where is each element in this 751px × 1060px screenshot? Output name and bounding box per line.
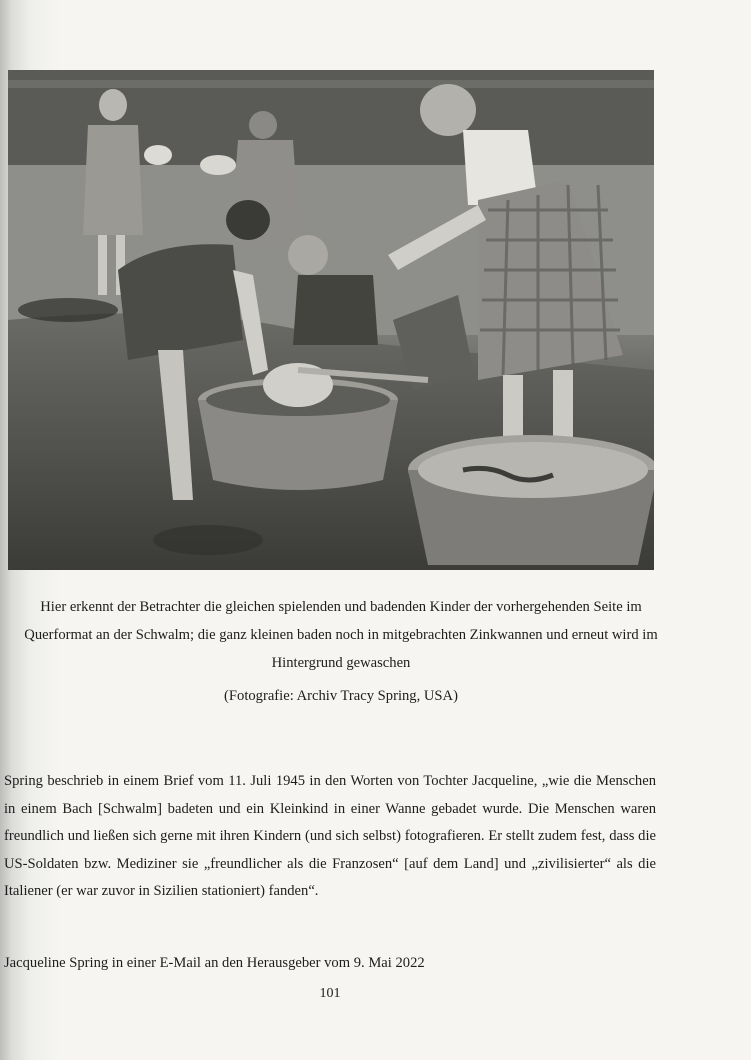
page-number: 101 xyxy=(319,986,341,1001)
photo-credit: (Fotografie: Archiv Tracy Spring, USA) xyxy=(224,688,458,704)
photo-caption: Hier erkennt der Betrachter die gleichen spielenden und badenden Kinder der vorhergehenden Seite im Querformat an der Schwalm; die ganz kleinen baden noch in mitgebrachten Zinkwannen und erneut wird im Hintergrund gewaschen xyxy=(24,599,658,671)
body-paragraph: Spring beschrieb in einem Brief vom 11. Juli 1945 in den Worten von Tochter Jacqueline, „wie die Menschen in einem Bach [Schwalm] badeten und ein Kleinkind in einer Wanne gebadet wurde. Die Menschen waren freundlich und ließen sich gerne mit ihren Kindern (und sich selbst) fotografieren. Er stellt zudem fest, dass die US-Soldaten bzw. Mediziner sie „freundlicher als die Franzosen“ [auf dem Land] und „zivilisierter“ als die Italiener (er war zuvor in Sizilien stationiert) fanden“. xyxy=(4,773,656,899)
historical-photo xyxy=(8,70,654,570)
source-note: Jacqueline Spring in einer E-Mail an den Herausgeber vom 9. Mai 2022 xyxy=(4,955,425,971)
